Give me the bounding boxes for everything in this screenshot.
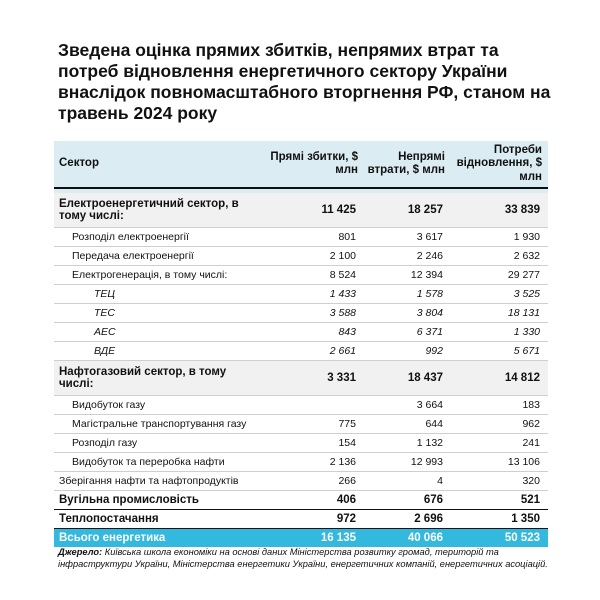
source-label: Джерело:	[58, 547, 103, 557]
row-recovery: 1 330	[451, 323, 548, 342]
table-row	[54, 434, 548, 453]
table-row	[54, 266, 548, 285]
row-recovery: 5 671	[451, 342, 548, 361]
row-direct: 843	[269, 323, 364, 342]
row-direct: 3 331	[269, 361, 364, 396]
row-indirect: 1 578	[364, 285, 451, 304]
table-row	[54, 323, 548, 342]
header-recovery-needs: Потреби відновлення, $ млн	[451, 141, 548, 188]
row-label: Теплопостачання	[54, 510, 269, 529]
row-label: Магістральне транспортування газу	[54, 415, 269, 434]
row-recovery: 18 131	[451, 304, 548, 323]
row-recovery: 521	[451, 491, 548, 510]
row-indirect: 18 437	[364, 361, 451, 396]
row-label: Вугільна промисловість	[54, 491, 269, 510]
row-label: Передача електроенергії	[54, 247, 269, 266]
row-recovery: 13 106	[451, 453, 548, 472]
row-recovery: 50 523	[451, 529, 548, 548]
row-direct: 801	[269, 228, 364, 247]
damage-table	[54, 141, 548, 547]
row-recovery: 29 277	[451, 266, 548, 285]
row-direct	[269, 396, 364, 415]
row-indirect: 18 257	[364, 193, 451, 228]
table-row	[54, 247, 548, 266]
row-recovery: 14 812	[451, 361, 548, 396]
row-recovery: 320	[451, 472, 548, 491]
row-direct: 775	[269, 415, 364, 434]
total-row	[54, 529, 548, 548]
row-indirect: 12 394	[364, 266, 451, 285]
row-indirect: 3 804	[364, 304, 451, 323]
row-indirect: 3 617	[364, 228, 451, 247]
row-recovery: 1 350	[451, 510, 548, 529]
table-row	[54, 491, 548, 510]
table-row	[54, 361, 548, 396]
row-direct: 11 425	[269, 193, 364, 228]
row-label: АЕС	[54, 323, 269, 342]
row-label: Видобуток та переробка нафти	[54, 453, 269, 472]
row-indirect: 992	[364, 342, 451, 361]
row-direct: 3 588	[269, 304, 364, 323]
source-text: Київська школа економіки на основі даних Міністерства розвитку громад, територій та інфраструктури України, Міністерства енергетики України, енергетичних компаній, енергетичних асоціацій.	[58, 547, 548, 569]
table-row	[54, 304, 548, 323]
row-indirect: 3 664	[364, 396, 451, 415]
row-recovery: 2 632	[451, 247, 548, 266]
row-direct: 2 100	[269, 247, 364, 266]
table-row	[54, 228, 548, 247]
row-direct: 16 135	[269, 529, 364, 548]
row-recovery: 1 930	[451, 228, 548, 247]
row-indirect: 12 993	[364, 453, 451, 472]
row-direct: 154	[269, 434, 364, 453]
row-label: Електрогенерація, в тому числі:	[54, 266, 269, 285]
row-direct: 972	[269, 510, 364, 529]
table-row	[54, 342, 548, 361]
row-label: ТЕЦ	[54, 285, 269, 304]
table-row	[54, 415, 548, 434]
row-indirect: 2 246	[364, 247, 451, 266]
row-direct: 2 661	[269, 342, 364, 361]
page-title: Зведена оцінка прямих збитків, непрямих втрат та потреб відновлення енергетичного сектору України внаслідок повномасштабного вторгнення РФ, станом на травень 2024 року	[58, 40, 551, 123]
row-indirect: 6 371	[364, 323, 451, 342]
row-label: Видобуток газу	[54, 396, 269, 415]
row-direct: 2 136	[269, 453, 364, 472]
row-recovery: 33 839	[451, 193, 548, 228]
row-label: Зберігання нафти та нафтопродуктів	[54, 472, 269, 491]
row-label: Всього енергетика	[54, 529, 269, 548]
row-indirect: 2 696	[364, 510, 451, 529]
table-header	[54, 141, 548, 193]
row-direct: 266	[269, 472, 364, 491]
header-sector: Сектор	[54, 141, 269, 188]
row-recovery: 241	[451, 434, 548, 453]
row-label: ТЕС	[54, 304, 269, 323]
row-indirect: 676	[364, 491, 451, 510]
table-row	[54, 396, 548, 415]
row-label: Нафтогазовий сектор, в тому числі:	[54, 361, 269, 396]
row-direct: 8 524	[269, 266, 364, 285]
table-row	[54, 285, 548, 304]
header-indirect-losses: Непрямі втрати, $ млн	[364, 141, 451, 188]
row-indirect: 4	[364, 472, 451, 491]
row-direct: 406	[269, 491, 364, 510]
table-row	[54, 472, 548, 491]
row-label: Електроенергетичний сектор, в тому числі:	[54, 193, 269, 228]
row-label: Розподіл газу	[54, 434, 269, 453]
header-direct-damage: Прямі збитки, $ млн	[269, 141, 364, 188]
table-row	[54, 193, 548, 228]
row-label: Розподіл електроенергії	[54, 228, 269, 247]
row-recovery: 3 525	[451, 285, 548, 304]
table-row	[54, 510, 548, 529]
row-recovery: 962	[451, 415, 548, 434]
row-indirect: 40 066	[364, 529, 451, 548]
table-row	[54, 453, 548, 472]
source-note	[58, 546, 548, 570]
row-indirect: 644	[364, 415, 451, 434]
row-direct: 1 433	[269, 285, 364, 304]
row-indirect: 1 132	[364, 434, 451, 453]
row-label: ВДЕ	[54, 342, 269, 361]
row-recovery: 183	[451, 396, 548, 415]
